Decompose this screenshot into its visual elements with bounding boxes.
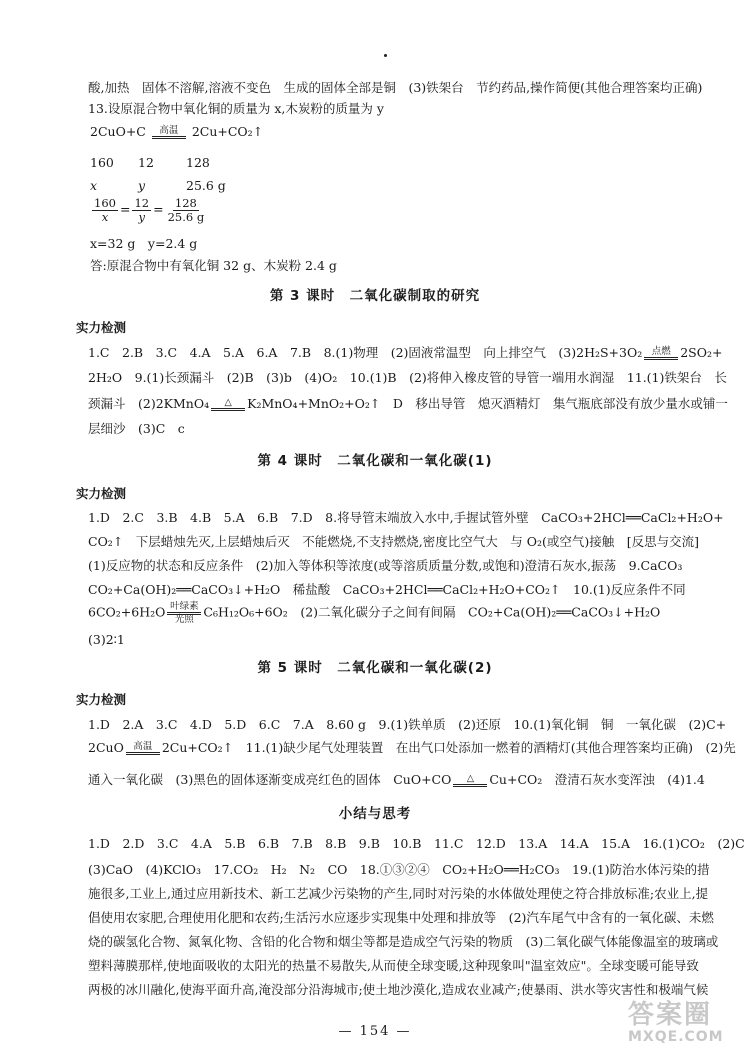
section-subtitle: 实力检测 — [76, 320, 127, 335]
answer-line: 烧的碳氢化合物、氮氧化物、含铅的化合物和烟尘等都是造成空气污染的物质 (3)二氧化碳气体能像温室的玻璃或 — [88, 934, 719, 949]
top-dot — [384, 54, 387, 57]
answer-line: 1.D 2.C 3.B 4.B 5.A 6.B 7.D 8.将导管末端放入水中,手握试管外壁 CaCO₃+2HCl══CaCl₂+H₂O+ — [88, 510, 724, 525]
answer-line — [88, 345, 723, 360]
denominator: x — [101, 209, 109, 224]
answer-line — [88, 602, 708, 624]
answer-line: 1.D 2.A 3.C 4.D 5.D 6.C 7.A 8.60 g 9.(1)铁单质 (2)还原 10.(1)氧化铜 铜 一氧化碳 (2)C+ — [88, 717, 727, 732]
condition-label: △ — [466, 773, 475, 785]
lesson-4-title: 第 4 课时 二氧化碳和一氧化碳(1) — [257, 453, 493, 469]
answer-line: (1)反应物的状态和反应条件 (2)加入等体积等浓度(或等溶质质量分数,或饱和)澄清石灰水,振荡 9.CaCO₃ — [88, 558, 683, 573]
numerator: 12 — [134, 196, 150, 210]
condition-label: 高温 — [159, 125, 179, 137]
result-line: x=32 g y=2.4 g — [90, 236, 198, 251]
variable-value: 25.6 g — [186, 178, 226, 193]
fraction — [166, 197, 207, 223]
answer-line: 层细沙 (3)C c — [88, 421, 185, 436]
page-number: — 154 — — [338, 1024, 412, 1039]
equation-left: 2CuO+C — [90, 124, 146, 139]
lesson-5-title: 第 5 课时 二氧化碳和一氧化碳(2) — [257, 660, 493, 676]
proportion: $\frac{160}{x}$ = $\frac{12}{y}$ = $\frac{128}{25.6 g}$ — [94, 196, 205, 224]
answer-line — [88, 396, 728, 411]
equals-over-condition — [126, 742, 160, 755]
text-segment: 颈漏斗 (2)2KMnO₄ — [88, 396, 210, 411]
variable-row — [90, 178, 234, 193]
answer-line: 倡使用农家肥,合理使用化肥和农药;生活污水应逐步实现集中处理和排放等 (2)汽车尾气中含有的一氧化碳、未燃 — [88, 910, 714, 925]
condition-label: 光照 — [174, 613, 194, 625]
equals-over-condition — [211, 398, 245, 411]
mass-row — [90, 155, 234, 170]
answer-line: 2H₂O 9.(1)长颈漏斗 (2)B (3)b (4)O₂ 10.(1)B (2)将伸入橡皮管的导管一端用水润湿 11.(1)铁架台 长 — [88, 370, 727, 385]
answer-line — [88, 740, 736, 755]
equals-over-condition — [167, 602, 201, 624]
mass-value: 128 — [186, 155, 210, 170]
watermark-text: MXQE.COM — [628, 1029, 724, 1046]
answer-line: (3)2∶1 — [88, 632, 125, 647]
watermark-logo — [628, 1000, 746, 1050]
mass-value: 12 — [138, 155, 154, 170]
text-segment: 2Cu+CO₂↑ 11.(1)缺少尾气处理装置 在出气口处添加一燃着的酒精灯(其他合理答案均正确) (2)先 — [161, 740, 736, 755]
fraction — [132, 197, 151, 223]
equals-over-condition — [644, 347, 678, 360]
text-segment: 6CO₂+6H₂O — [88, 604, 166, 620]
answer-line — [88, 772, 708, 787]
answer-line: (3)CaO (4)KClO₃ 17.CO₂ H₂ N₂ CO 18.①③②④ CO₂+H₂O══H₂CO₃ 19.(1)防治水体污染的措 — [88, 862, 710, 877]
answer-line: 1.D 2.D 3.C 4.A 5.B 6.B 7.B 8.B 9.B 10.B 11.C 12.D 13.A 14.A 15.A 16.(1)CO₂ (2)C — [88, 836, 745, 851]
text-segment: K₂MnO₄+MnO₂+O₂↑ D 移出导管 熄灭酒精灯 集气瓶底部没有放少量水或铺一 — [247, 396, 728, 411]
text-segment: 1.C 2.B 3.C 4.A 5.A 6.A 7.B 8.(1)物理 (2)固液常温型 向上排空气 (3)2H₂S+3O₂ — [88, 345, 643, 360]
condition-label: 叶绿素 — [170, 601, 199, 612]
answer-line: 两极的冰川融化,使海平面升高,淹没部分沿海城市;使土地沙漠化,造成农业减产;使暴雨、洪水等灾害性和极端气候 — [88, 982, 709, 997]
equals-over-condition — [453, 774, 487, 787]
text-segment: 2SO₂+ — [680, 345, 723, 360]
fraction — [92, 197, 118, 223]
answer-line: 酸,加热 固体不溶解,溶液不变色 生成的固体全部是铜 (3)铁架台 节约药品,操作简便(其他合理答案均正确) — [88, 80, 703, 95]
text-segment: 通入一氧化碳 (3)黑色的固体逐渐变成亮红色的固体 CuO+CO — [88, 772, 452, 787]
double-bar — [152, 136, 186, 139]
watermark-text: 答案圈 — [628, 1000, 713, 1030]
variable-value: x — [90, 178, 98, 193]
double-bar — [453, 784, 487, 787]
text-segment: 2CuO — [88, 740, 124, 755]
problem-13-setup: 13.设原混合物中氧化铜的质量为 x,木炭粉的质量为 y — [88, 101, 384, 116]
equation-right: 2Cu+CO₂↑ — [191, 124, 264, 139]
answer-statement: 答:原混合物中有氧化铜 32 g、木炭粉 2.4 g — [90, 258, 337, 273]
section-subtitle: 实力检测 — [76, 692, 127, 707]
double-bar — [211, 408, 245, 411]
answer-line: 塑料薄膜那样,使地面吸收的太阳光的热量不易散失,从而使全球变暖,这种现象叫"温室效应"。全球变暖可能导致 — [88, 958, 699, 973]
section-subtitle: 实力检测 — [76, 486, 127, 501]
equals-over-condition — [152, 126, 186, 139]
condition-label: △ — [224, 397, 232, 409]
mass-value: 160 — [90, 155, 114, 170]
text-segment: Cu+CO₂ 澄清石灰水变浑浊 (4)1.4 — [489, 772, 705, 787]
reaction-equation — [90, 124, 263, 139]
lesson-3-title: 第 3 课时 二氧化碳制取的研究 — [269, 288, 481, 304]
answer-line: CO₂+Ca(OH)₂══CaCO₃↓+H₂O 稀盐酸 CaCO₃+2HCl══CaCl₂+H₂O+CO₂↑ 10.(1)反应条件不同 — [88, 582, 686, 597]
double-bar — [644, 357, 678, 360]
numerator: 128 — [174, 196, 197, 210]
answer-line: CO₂↑ 下层蜡烛先灭,上层蜡烛后灭 不能燃烧,不支持燃烧,密度比空气大 与 O₂(或空气)接触 [反思与交流] — [88, 534, 699, 549]
text-segment: C₆H₁₂O₆+6O₂ (2)二氧化碳分子之间有间隔 CO₂+Ca(OH)₂══CaCO₃↓+H₂O — [203, 604, 661, 620]
double-bar — [126, 752, 160, 755]
numerator: 160 — [94, 196, 116, 210]
denominator: y — [138, 209, 145, 224]
condition-label: 高温 — [133, 741, 153, 753]
summary-title: 小结与思考 — [338, 806, 412, 822]
variable-value: y — [138, 178, 146, 193]
denominator: 25.6 g — [167, 209, 205, 224]
condition-label: 点燃 — [651, 346, 671, 358]
answer-line: 施很多,工业上,通过应用新技术、新工艺减少污染物的产生,同时对污染的水体做处理使之符合排放标准;农业上,提 — [88, 886, 709, 901]
